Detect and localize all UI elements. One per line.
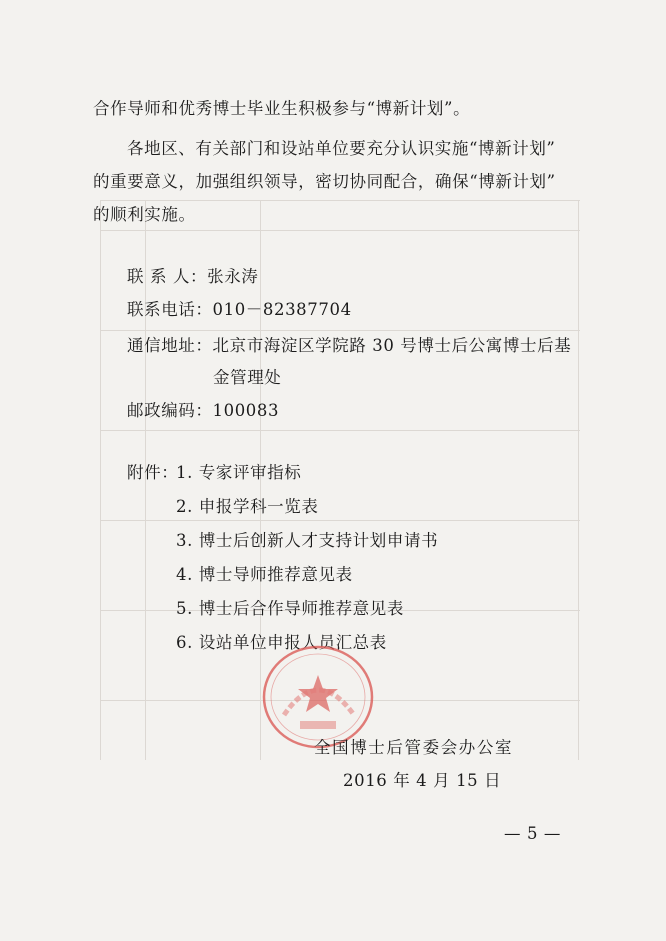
bleed-through-table-border [100, 330, 580, 331]
body-paragraph-1-line-1: 合作导师和优秀博士毕业生积极参与“博新计划”。 [93, 99, 471, 118]
body-paragraph-2-line-3: 的顺利实施。 [93, 205, 196, 224]
contact-person: 联 系 人：张永涛 [127, 267, 259, 286]
attachment-item: 6. 设站单位申报人员汇总表 [176, 633, 387, 652]
issuer: 全国博士后管委会办公室 [314, 738, 514, 757]
bleed-through-table-border [100, 230, 580, 231]
bleed-through-table-border [578, 200, 579, 760]
body-paragraph-2-line-2: 的重要意义，加强组织领导，密切协同配合，确保“博新计划” [93, 172, 556, 191]
bleed-through-table-border [100, 200, 580, 201]
mailing-address-line-2: 金管理处 [213, 368, 282, 387]
bleed-through-table-border [100, 430, 580, 431]
attachment-item: 3. 博士后创新人才支持计划申请书 [176, 531, 439, 550]
issue-date: 2016 年 4 月 15 日 [343, 771, 502, 790]
page-number: — 5 — [504, 824, 561, 843]
contact-phone: 联系电话：010－82387704 [127, 300, 352, 319]
attachment-item: 2. 申报学科一览表 [176, 497, 319, 516]
body-paragraph-2-line-1: 各地区、有关部门和设站单位要充分认识实施“博新计划” [127, 139, 556, 158]
bleed-through-table-border [100, 200, 101, 760]
attachment-item: 5. 博士后合作导师推荐意见表 [176, 599, 404, 618]
official-seal [262, 645, 374, 749]
attachments-label: 附件： [127, 463, 179, 482]
attachment-item: 1. 专家评审指标 [176, 463, 302, 482]
bleed-through-table-border [100, 520, 580, 521]
attachment-item: 4. 博士导师推荐意见表 [176, 565, 353, 584]
postal-code: 邮政编码：100083 [127, 401, 280, 420]
mailing-address-line-1: 通信地址：北京市海淀区学院路 30 号博士后公寓博士后基 [127, 336, 572, 355]
